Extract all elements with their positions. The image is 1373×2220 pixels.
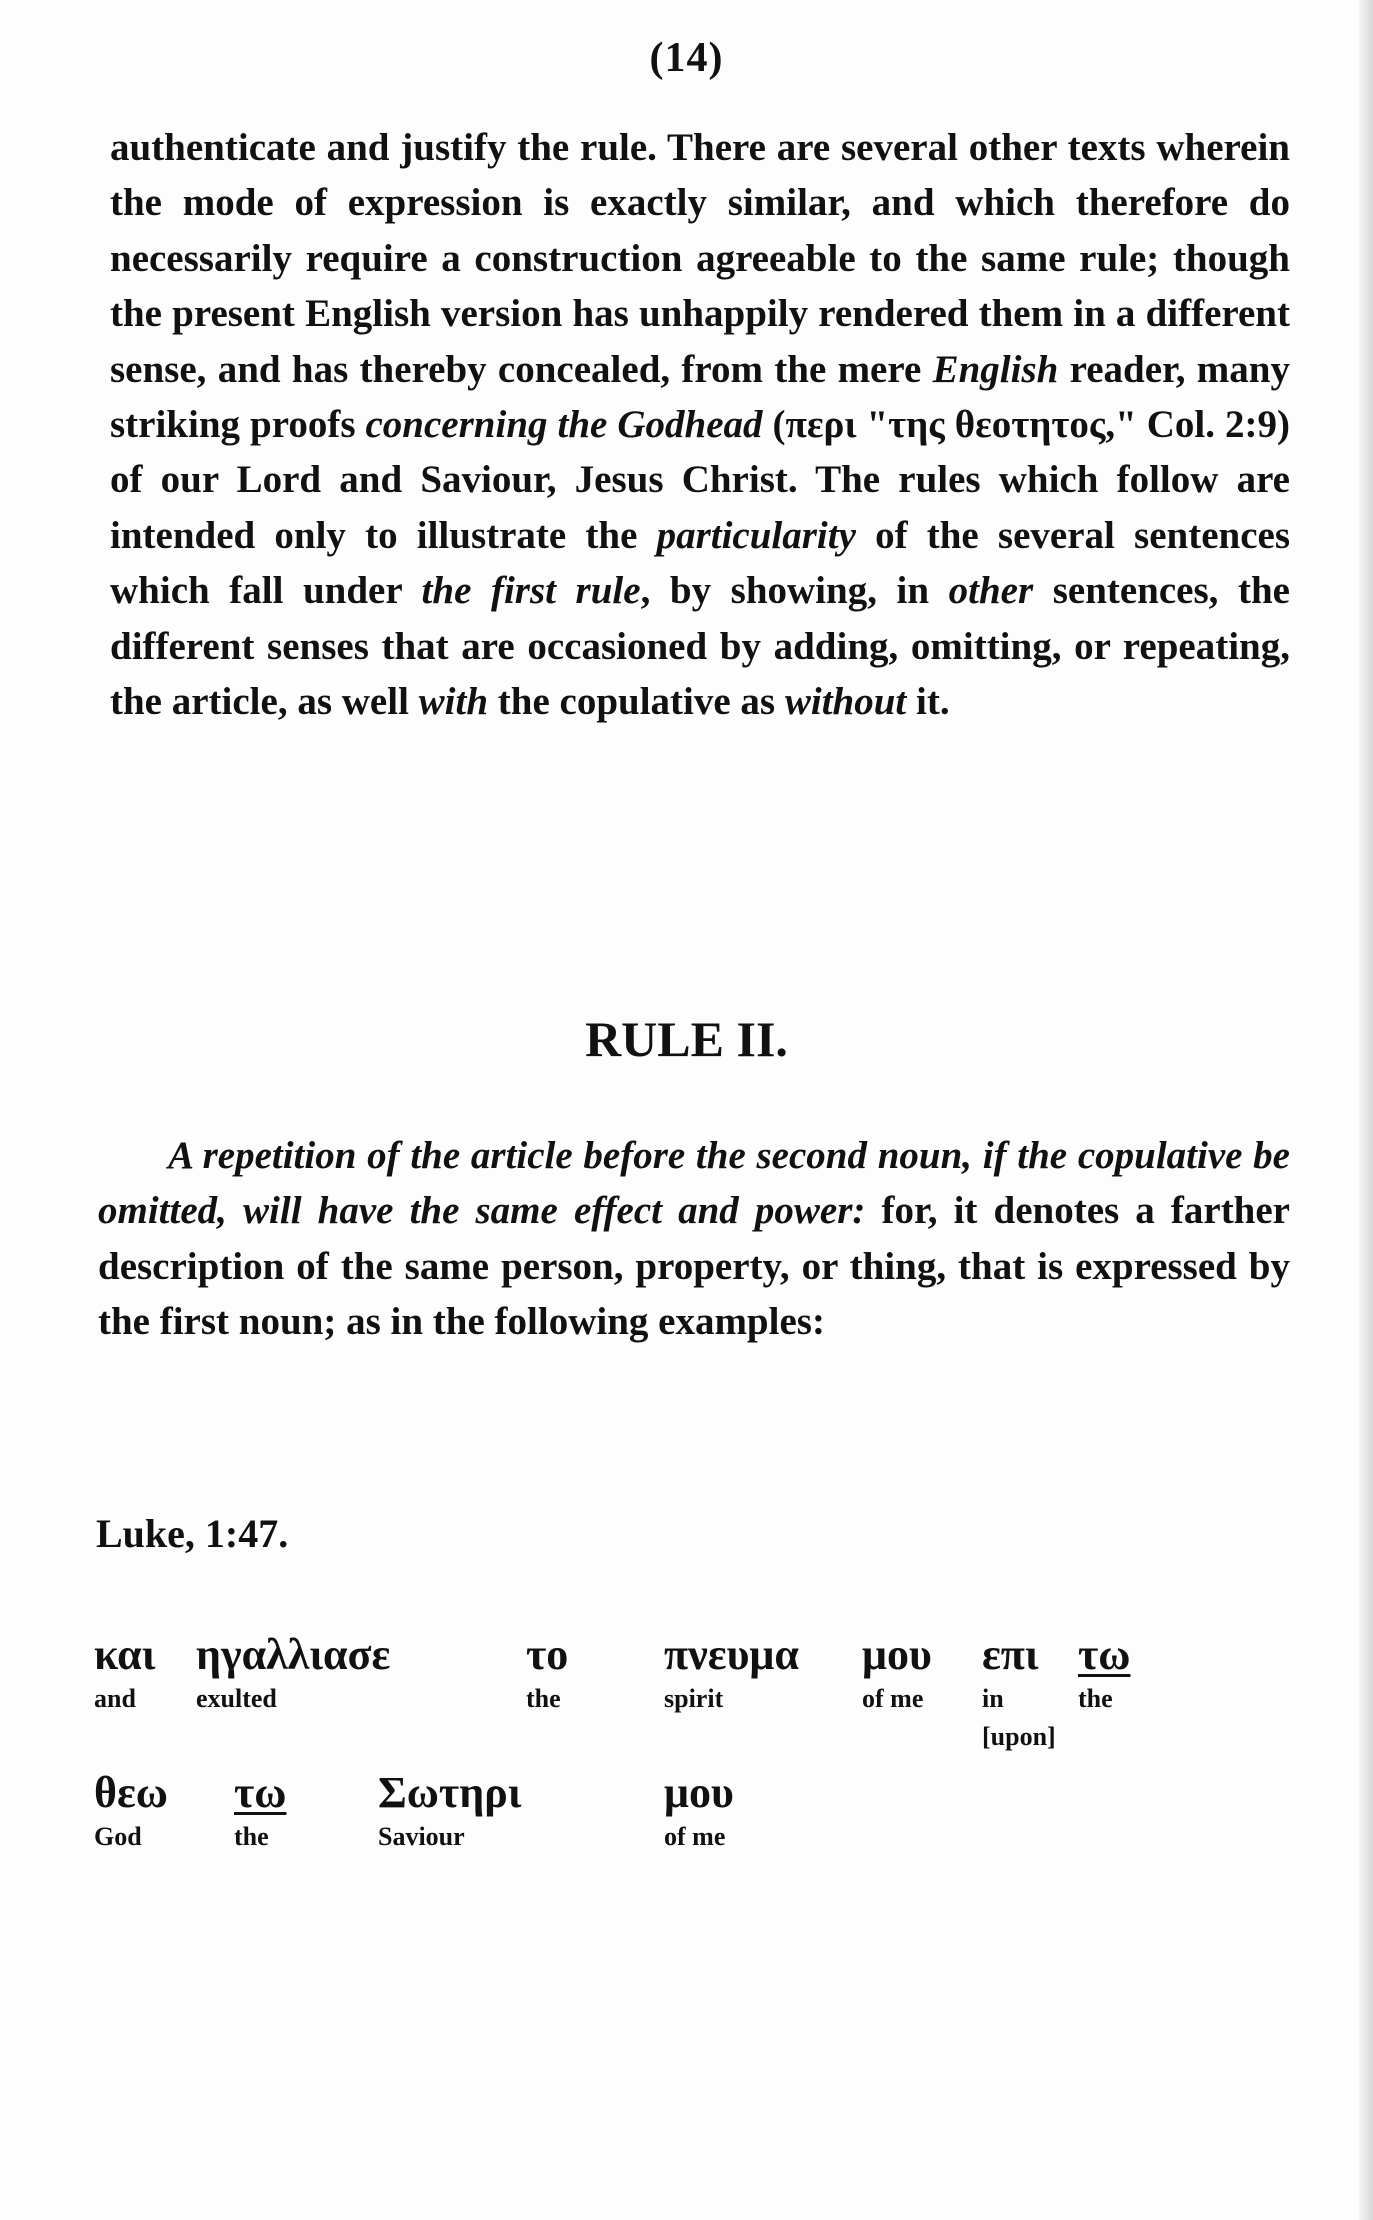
page-number: (14) bbox=[649, 35, 724, 81]
greek-word: πνευμα bbox=[664, 1630, 799, 1679]
english-gloss: in bbox=[982, 1684, 1004, 1713]
italic-run: English bbox=[932, 347, 1059, 391]
english-gloss: of me bbox=[664, 1822, 726, 1851]
interlinear-word bbox=[526, 1630, 568, 1718]
greek-word: τω bbox=[1078, 1630, 1131, 1679]
page-edge-shadow bbox=[1359, 0, 1373, 2220]
italic-run: without bbox=[784, 680, 907, 724]
text-run: , by showing, in bbox=[640, 569, 949, 613]
text-run: sentences, the different senses that are occasioned by adding, omitting, or repeating, the article, as well bbox=[110, 569, 1290, 724]
text-run: the copulative as bbox=[488, 680, 785, 724]
greek-word: μου bbox=[664, 1768, 734, 1817]
english-gloss: the bbox=[1078, 1684, 1113, 1713]
rule-italic-lead: A repetition of the article before the second noun, if the copulative be omitted, will have the same effect and power: bbox=[98, 1134, 1290, 1233]
rule-statement bbox=[98, 1128, 1290, 1350]
scripture-citation: Luke, 1:47. bbox=[96, 1511, 289, 1556]
english-gloss: exulted bbox=[196, 1684, 277, 1713]
english-gloss: God bbox=[94, 1822, 142, 1851]
interlinear-word bbox=[1078, 1630, 1130, 1718]
text-run: (περι "της θεοτητος," Col. 2:9) of our Lord and Saviour, Jesus Christ. The rules which follow are intended only to illustrate the bbox=[110, 403, 1290, 557]
greek-word: θεω bbox=[94, 1768, 168, 1817]
english-gloss: the bbox=[526, 1684, 561, 1713]
english-gloss: of me bbox=[862, 1684, 924, 1713]
interlinear-word bbox=[234, 1768, 286, 1856]
rule-body: for, it denotes a farther description of the same person, property, or thing, that is expressed by the first noun; as in the following examples: bbox=[98, 1189, 1290, 1344]
text-run: of the several sentences which fall under bbox=[110, 513, 1290, 613]
text-run: it. bbox=[906, 680, 950, 724]
rule-heading: RULE II. bbox=[585, 1011, 788, 1067]
italic-run: concerning the Godhead bbox=[365, 403, 763, 447]
interlinear-word bbox=[664, 1768, 734, 1856]
english-gloss-alt: [upon] bbox=[982, 1722, 1056, 1751]
rule-paragraph bbox=[98, 1128, 1290, 1350]
english-gloss: spirit bbox=[664, 1684, 724, 1713]
english-gloss: the bbox=[234, 1822, 269, 1851]
greek-word: Σωτηρι bbox=[378, 1768, 522, 1817]
english-gloss: and bbox=[94, 1684, 136, 1713]
italic-run: particularity bbox=[656, 513, 856, 557]
greek-word: τω bbox=[234, 1768, 287, 1817]
text-run: reader, many striking proofs bbox=[110, 347, 1290, 447]
italic-run: the first rule bbox=[421, 569, 641, 613]
interlinear-word bbox=[862, 1630, 932, 1718]
english-gloss: Saviour bbox=[378, 1822, 465, 1851]
greek-word: μου bbox=[862, 1630, 932, 1679]
italic-run: other bbox=[948, 569, 1034, 613]
greek-word: και bbox=[94, 1630, 156, 1679]
body-paragraph-1 bbox=[110, 120, 1290, 729]
interlinear-word bbox=[94, 1630, 155, 1718]
text-run: authenticate and justify the rule. There are several other texts wherein the mode of expression is exactly similar, and which therefore do necessarily require a construction agreeable to the same rule; though the present English version has unhappily rendered them in a different sense, and has thereby concealed, from the mere bbox=[110, 126, 1290, 391]
interlinear-word bbox=[196, 1630, 390, 1718]
interlinear-word bbox=[94, 1768, 168, 1856]
greek-word: το bbox=[526, 1630, 569, 1679]
interlinear-word bbox=[378, 1768, 521, 1856]
greek-word: επι bbox=[982, 1630, 1039, 1679]
interlinear-word bbox=[982, 1630, 1056, 1756]
italic-run: with bbox=[418, 680, 489, 724]
greek-word: ηγαλλιασε bbox=[196, 1630, 391, 1679]
interlinear-word bbox=[664, 1630, 799, 1718]
